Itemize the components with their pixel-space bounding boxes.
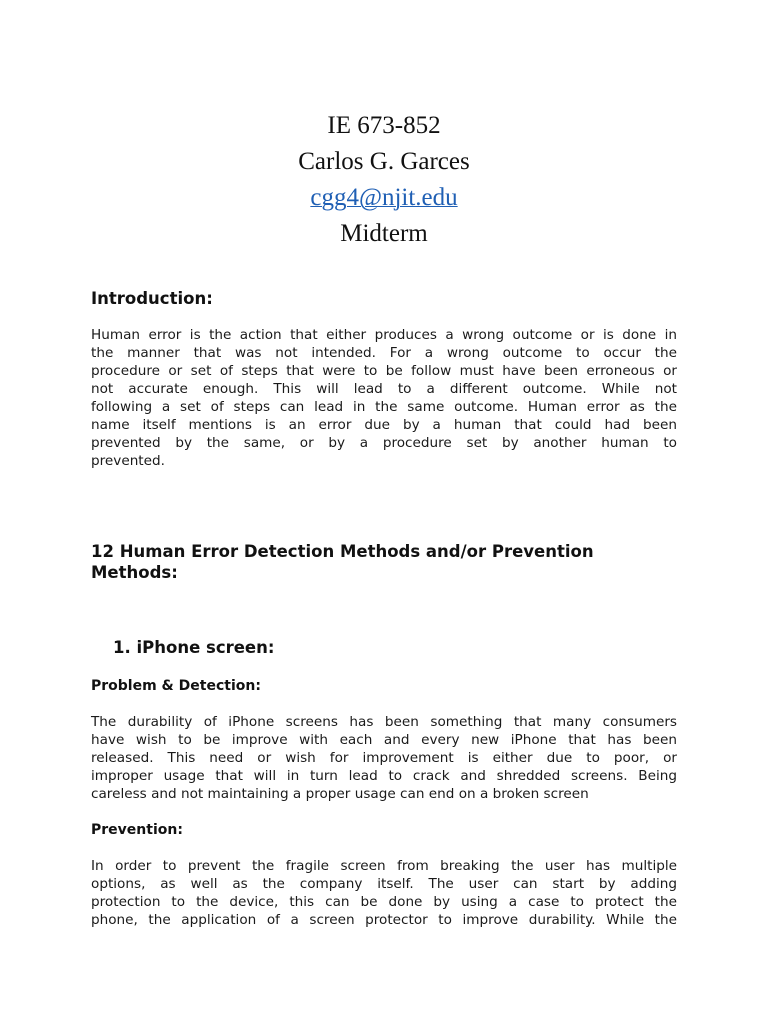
email-link[interactable]: cgg4@njit.edu — [310, 184, 458, 211]
title-block — [0, 108, 768, 252]
author-name: Carlos G. Garces — [298, 148, 470, 175]
paragraph-line: protection to the device, this can be done by using a case to protect the — [91, 894, 677, 910]
paragraph-line: prevented. — [91, 453, 165, 469]
document-type: Midterm — [340, 220, 428, 247]
paragraph-line: improper usage that will in turn lead to crack and shredded screens. Being — [91, 768, 677, 784]
paragraph-line: phone, the application of a screen protector to improve durability. While the — [91, 912, 677, 928]
paragraph-line: procedure or set of steps that were to be follow must have been erroneous or — [91, 363, 677, 379]
course-code: IE 673-852 — [327, 112, 441, 139]
introduction-heading: Introduction: — [91, 289, 213, 308]
paragraph-line: not accurate enough. This will lead to a different outcome. While not — [91, 381, 677, 397]
paragraph-line: name itself mentions is an error due by a human that could had been — [91, 417, 677, 433]
problem-detection-heading: Problem & Detection: — [91, 678, 261, 694]
paragraph-line: careless and not maintaining a proper usage can end on a broken screen — [91, 786, 589, 802]
prevention-heading: Prevention: — [91, 822, 183, 838]
methods-heading — [91, 541, 681, 583]
paragraph-line: following a set of steps can lead in the same outcome. Human error as the — [91, 399, 677, 415]
prevention-paragraph — [91, 857, 677, 929]
methods-heading-line: Methods: — [91, 563, 178, 582]
paragraph-line: options, as well as the company itself. The user can start by adding — [91, 876, 677, 892]
paragraph-line: released. This need or wish for improvement is either due to poor, or — [91, 750, 677, 766]
paragraph-line: have wish to be improve with each and every new iPhone that has been — [91, 732, 677, 748]
paragraph-line: Human error is the action that either produces a wrong outcome or is done in — [91, 327, 677, 343]
list-item-iphone-screen: 1. iPhone screen: — [113, 638, 275, 657]
problem-paragraph — [91, 713, 677, 803]
methods-heading-line: 12 Human Error Detection Methods and/or Prevention — [91, 542, 594, 561]
paragraph-line: The durability of iPhone screens has been something that many consumers — [91, 714, 677, 730]
paragraph-line: the manner that was not intended. For a wrong outcome to occur the — [91, 345, 677, 361]
paragraph-line: In order to prevent the fragile screen from breaking the user has multiple — [91, 858, 677, 874]
paragraph-line: prevented by the same, or by a procedure set by another human to — [91, 435, 677, 451]
introduction-paragraph — [91, 326, 677, 470]
